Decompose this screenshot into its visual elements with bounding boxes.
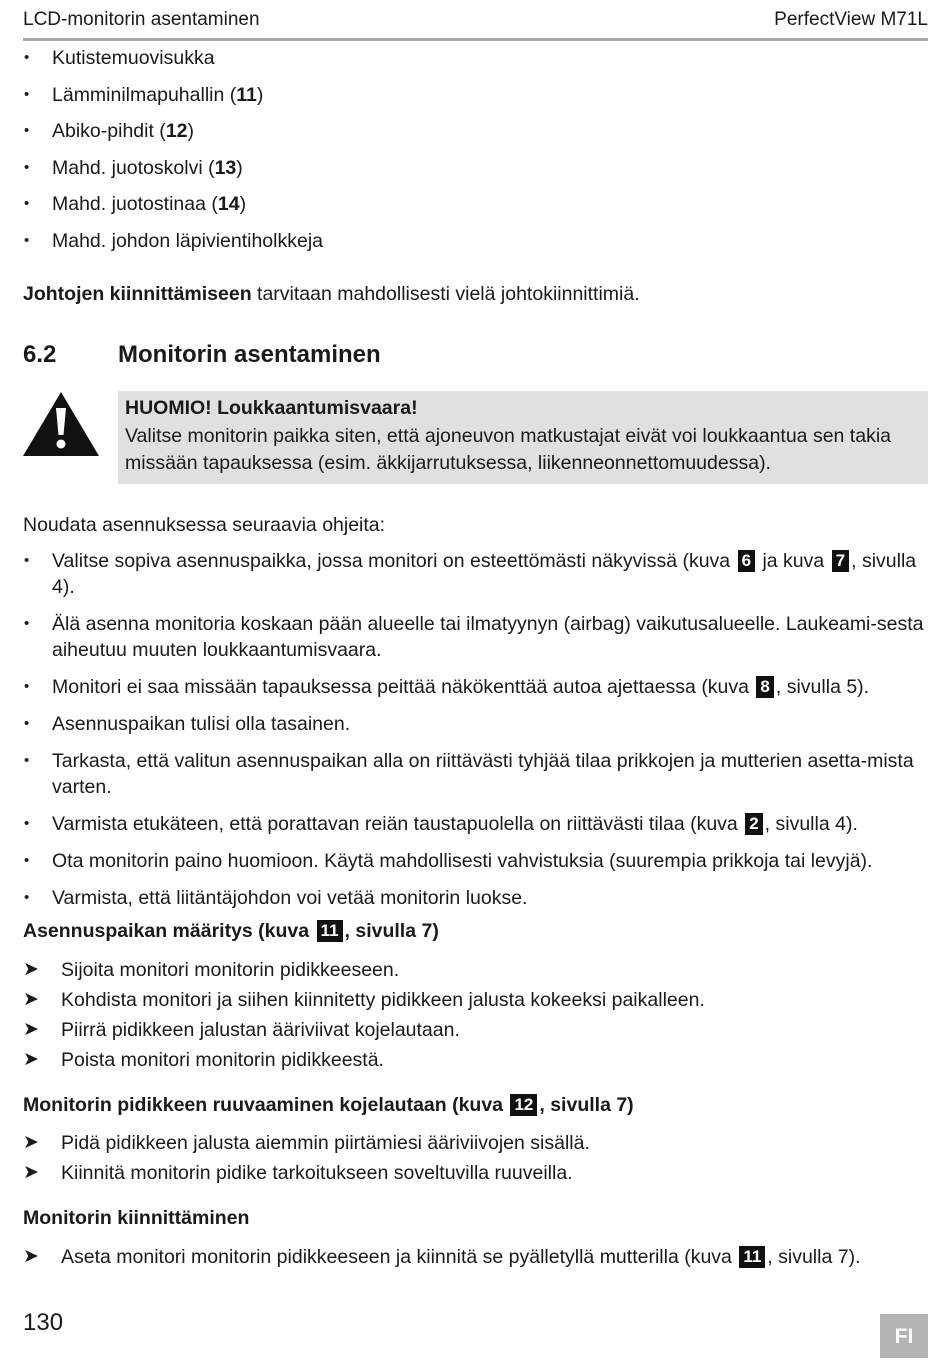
arrow-icon: ➤ [23, 1049, 39, 1070]
tools-list [23, 45, 933, 254]
list-item: • Mahd. juotoskolvi (13) [24, 156, 243, 179]
location-steps [23, 955, 933, 1075]
list-item: • Asennuspaikan tulisi olla tasainen. [24, 713, 351, 735]
list-item: • Kutistemuovisukka [24, 47, 215, 69]
figure-reference: 6 [738, 550, 755, 572]
figure-reference: 2 [745, 813, 762, 835]
list-item: • Varmista etukäteen, että porattavan reiän taustapuolella on riittävästi tilaa (kuva 2 , sivulla 4). [24, 813, 858, 835]
list-item: ➤ Kiinnitä monitorin pidike tarkoitukseen soveltuvilla ruuveilla. [23, 1158, 933, 1188]
arrow-icon: ➤ [23, 989, 39, 1010]
list-item: • Tarkasta, että valitun asennuspaikan alla on riittävästi tyhjää tilaa prikkojen ja mutterien asetta-mista varten. [24, 750, 914, 798]
list-item: • Valitse sopiva asennuspaikka, jossa monitori on esteettömästi näkyvissä (kuva 6 ja kuva 7 , sivulla 4). [24, 550, 917, 598]
list-item: ➤ Sijoita monitori monitorin pidikkeeseen. [23, 955, 933, 985]
warning-title: HUOMIO! Loukkaantumisvaara! [125, 397, 418, 419]
warning-triangle-icon [22, 391, 100, 457]
list-item: • Mahd. juotostinaa (14) [24, 193, 247, 215]
page-number: 130 [23, 1309, 64, 1336]
subheading-location: Asennuspaikan määritys (kuva 11 , sivulla 7) [23, 920, 439, 942]
list-item: • Mahd. johdon läpivientiholkkeja [24, 229, 324, 252]
arrow-icon: ➤ [23, 1162, 39, 1183]
arrow-icon: ➤ [23, 959, 39, 980]
header-rule [23, 38, 928, 41]
list-item: • Varmista, että liitäntäjohdon voi vetää monitorin luokse. [24, 887, 528, 909]
mount-steps [23, 1128, 933, 1188]
subheading-mount-screwing: Monitorin pidikkeen ruuvaaminen kojelautaan (kuva 12 , sivulla 7) [23, 1094, 634, 1116]
arrow-icon: ➤ [23, 1246, 39, 1267]
arrow-icon: ➤ [23, 1132, 39, 1153]
figure-reference: 11 [317, 920, 343, 942]
section-title: Monitorin asentaminen [118, 341, 381, 368]
arrow-icon: ➤ [23, 1019, 39, 1040]
instructions-intro: Noudata asennuksessa seuraavia ohjeita: [23, 514, 386, 536]
list-item: ➤ Kohdista monitori ja siihen kiinnitetty pidikkeen jalusta kokeeksi paikalleen. [23, 985, 933, 1015]
subheading-attaching: Monitorin kiinnittäminen [23, 1207, 250, 1229]
installation-rules-list [23, 548, 933, 911]
language-tab: FI [880, 1314, 928, 1358]
figure-reference: 12 [510, 1094, 537, 1116]
header-chapter-title: LCD-monitorin asentaminen [23, 9, 260, 30]
attach-steps [23, 1242, 933, 1272]
list-item: • Ota monitorin paino huomioon. Käytä mahdollisesti vahvistuksia (suurempia prikkoja tai levyjä). [24, 850, 873, 872]
header-product-name: PerfectView M71L [774, 9, 928, 30]
section-number: 6.2 [23, 341, 57, 368]
figure-reference: 7 [832, 550, 849, 572]
list-item: ➤ Pidä pidikkeen jalusta aiemmin piirtämiesi ääriviivojen sisällä. [23, 1128, 933, 1158]
cable-note: Johtojen kiinnittämiseen tarvitaan mahdollisesti vielä johtokiinnittimiä. [23, 283, 640, 305]
warning-text: Valitse monitorin paikka siten, että ajoneuvon matkustajat eivät voi loukkaantua sen takia missään tapauksessa (esim. äkkijarrutuksessa, liikenneonnettomuudessa). [125, 425, 891, 474]
list-item: • Älä asenna monitoria koskaan pään alueelle tai ilmatyynyn (airbag) vaikutusalueelle. Laukeami-sesta aiheutuu muuten loukkaantumisvaara. [24, 613, 924, 661]
list-item: ➤ Poista monitori monitorin pidikkeestä. [23, 1045, 933, 1075]
figure-reference: 8 [756, 676, 773, 698]
figure-reference: 11 [739, 1246, 765, 1268]
list-item: ➤ Piirrä pidikkeen jalustan ääriviivat kojelautaan. [23, 1015, 933, 1045]
list-item: ➤ Aseta monitori monitorin pidikkeeseen ja kiinnitä se pyälletyllä mutterilla (kuva 11 , sivulla 7). [23, 1242, 933, 1272]
list-item: • Monitori ei saa missään tapauksessa peittää näkökenttää autoa ajettaessa (kuva 8 , sivulla 5). [24, 676, 870, 698]
list-item: • Lämminilmapuhallin (11) [24, 83, 264, 106]
list-item: • Abiko-pihdit (12) [24, 120, 195, 142]
